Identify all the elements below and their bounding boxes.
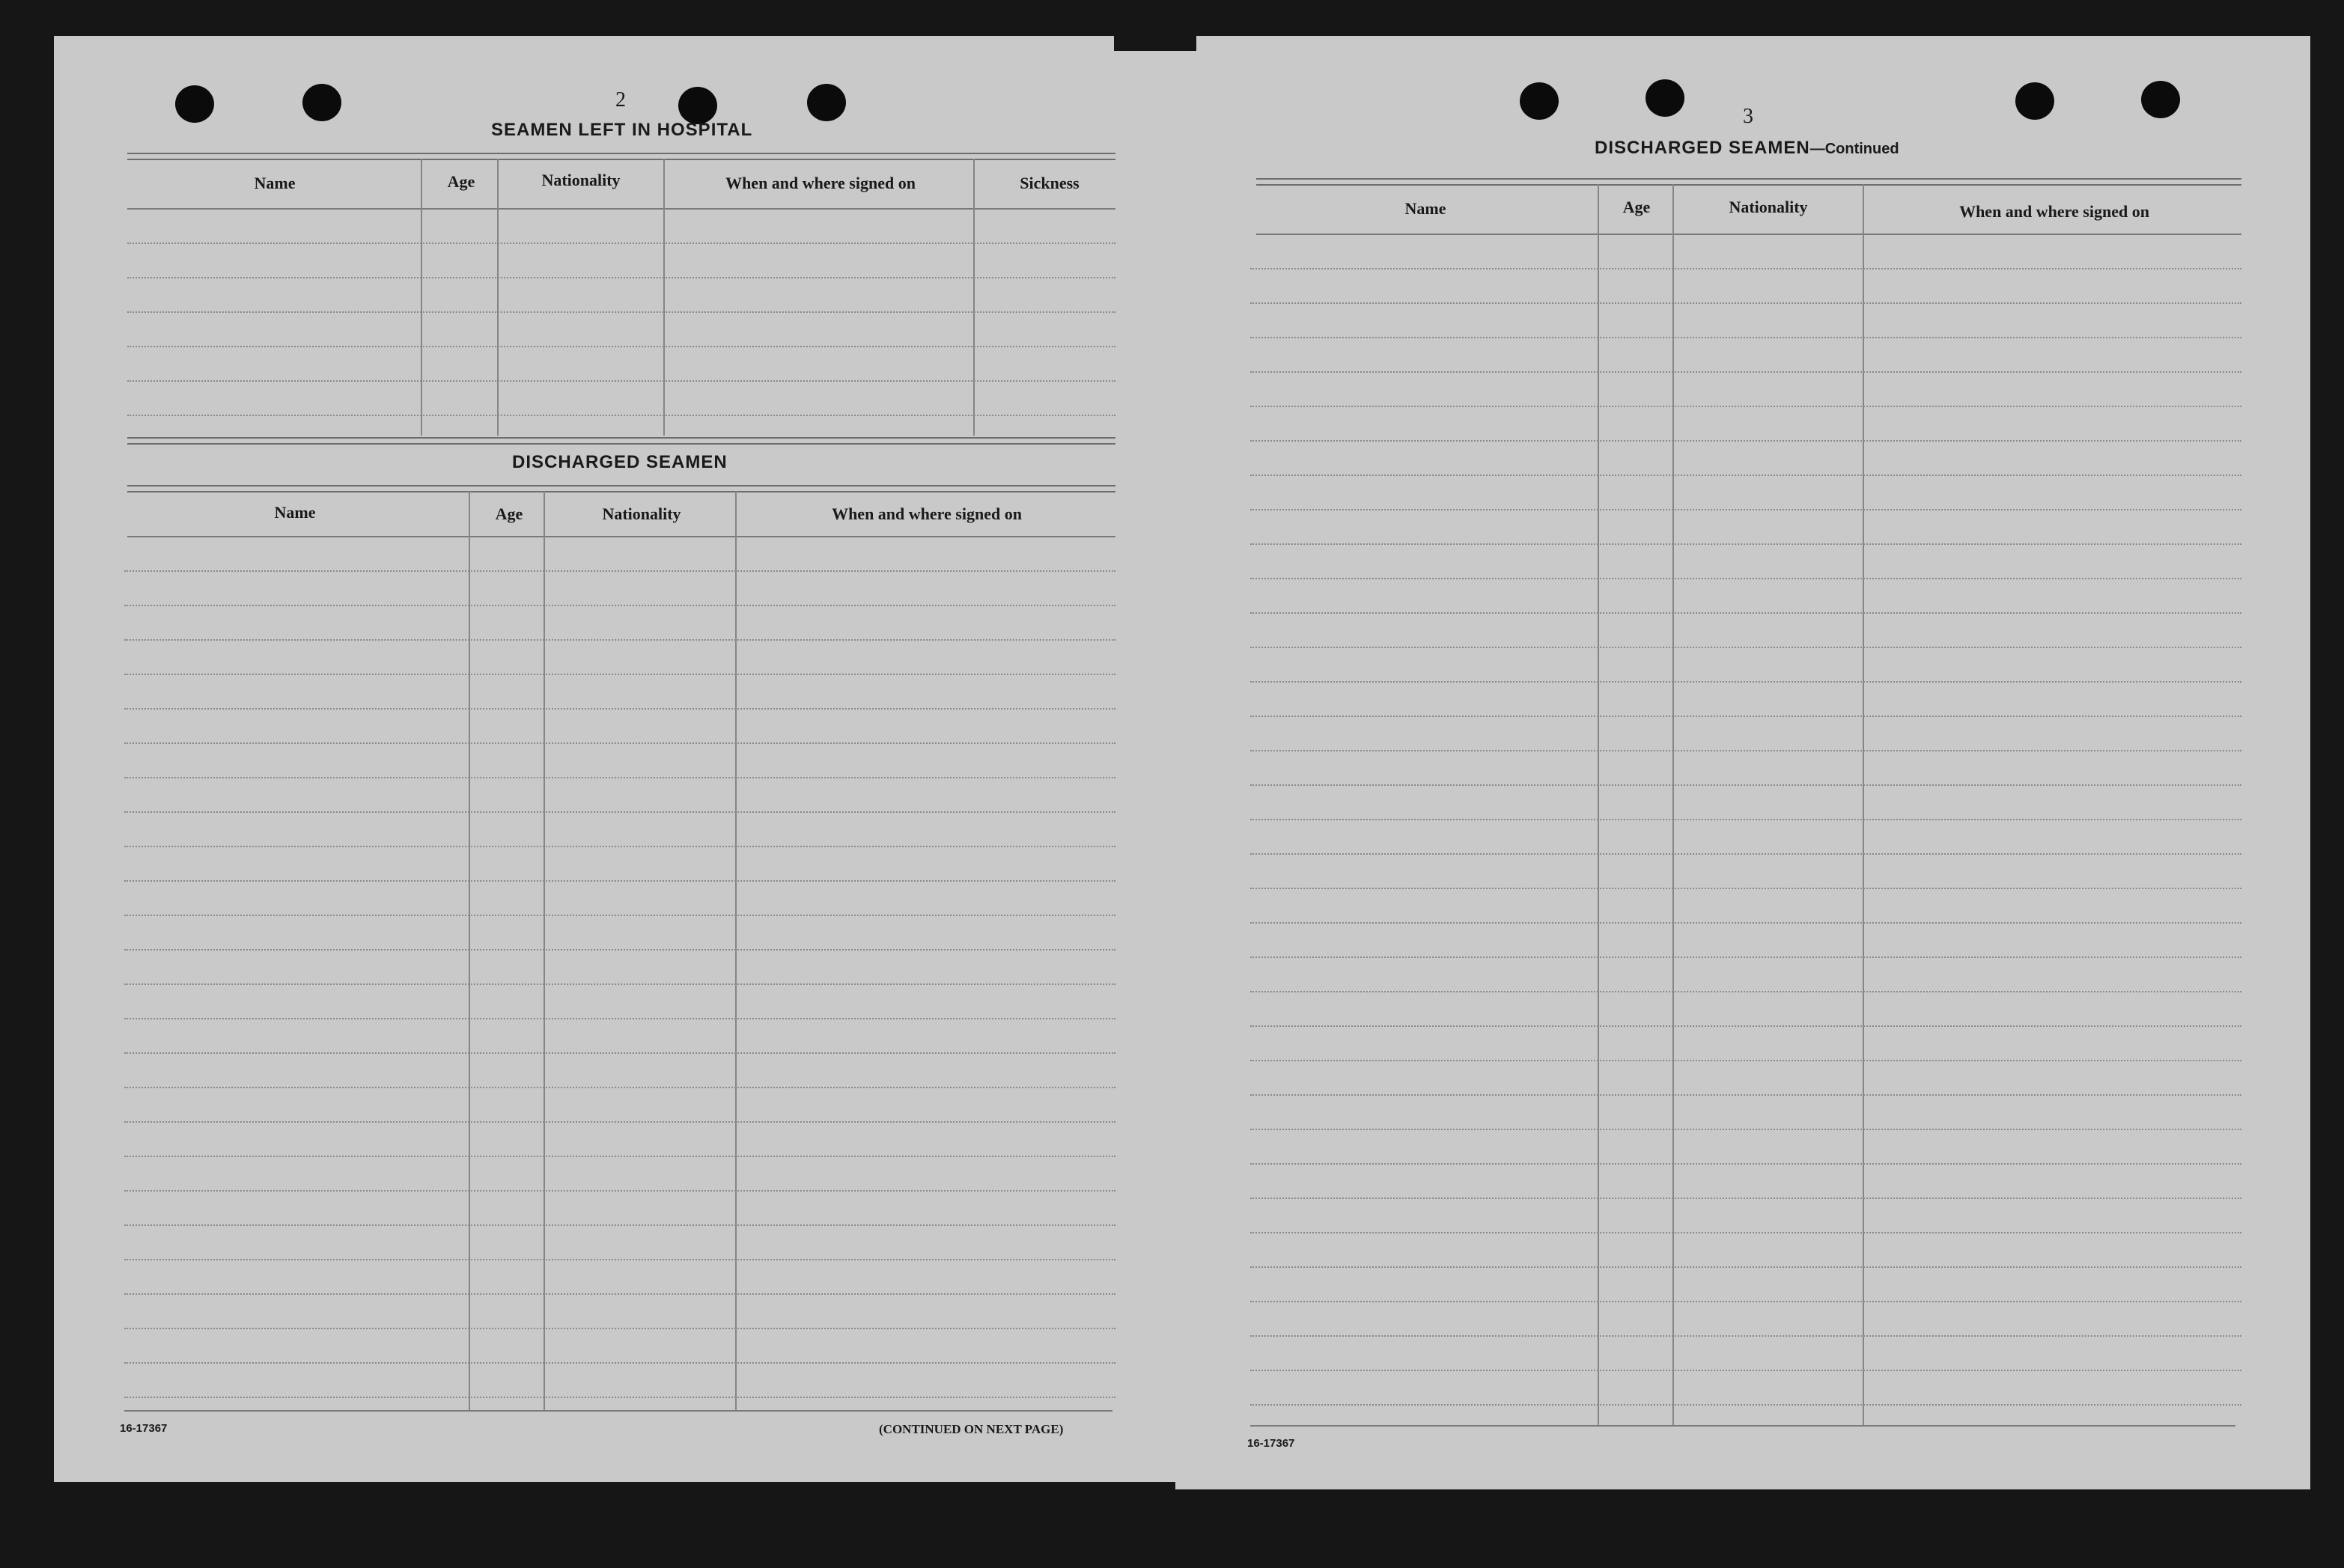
entry-line bbox=[124, 708, 1115, 710]
entry-line bbox=[124, 605, 1115, 606]
entry-line bbox=[1250, 750, 2241, 751]
entry-line bbox=[124, 1190, 1115, 1192]
entry-line bbox=[1250, 1094, 2241, 1096]
column-header-signed-on: When and where signed on bbox=[725, 174, 916, 192]
entry-line bbox=[1250, 991, 2241, 992]
column-header-nationality: Nationality bbox=[602, 504, 681, 523]
punch-hole bbox=[175, 85, 214, 123]
entry-line bbox=[1250, 1198, 2241, 1199]
entry-line bbox=[1250, 819, 2241, 820]
table-top-rule bbox=[1256, 178, 2241, 186]
entry-line bbox=[1250, 853, 2241, 855]
entry-line bbox=[124, 1362, 1115, 1364]
entry-line bbox=[1250, 440, 2241, 442]
entry-line bbox=[127, 277, 1115, 278]
entry-line bbox=[124, 1087, 1115, 1088]
entry-line bbox=[1250, 1025, 2241, 1027]
page-number: 3 bbox=[1743, 105, 1753, 128]
entry-line bbox=[1250, 1404, 2241, 1406]
table-bottom-rule bbox=[1250, 1425, 2235, 1427]
entry-line bbox=[124, 915, 1115, 916]
punch-hole bbox=[1646, 79, 1684, 117]
entry-line bbox=[124, 1259, 1115, 1260]
hospital-rows bbox=[127, 208, 1115, 440]
entry-line bbox=[124, 1224, 1115, 1226]
entry-line bbox=[1250, 406, 2241, 407]
entry-line bbox=[1250, 888, 2241, 889]
column-header-name: Name bbox=[254, 174, 296, 192]
column-header-nationality: Nationality bbox=[1729, 198, 1808, 216]
discharged-rows bbox=[124, 536, 1115, 1409]
entry-line bbox=[1250, 922, 2241, 924]
punch-hole bbox=[678, 87, 717, 124]
entry-line bbox=[1250, 957, 2241, 958]
punch-hole bbox=[302, 84, 341, 121]
entry-line bbox=[1250, 784, 2241, 786]
column-header-age: Age bbox=[495, 504, 523, 523]
entry-line bbox=[1250, 1232, 2241, 1233]
column-header-name: Name bbox=[274, 503, 316, 522]
section-title-discharged-continued bbox=[1595, 138, 1899, 159]
punch-hole bbox=[2015, 82, 2054, 120]
column-header-sickness: Sickness bbox=[1020, 174, 1080, 192]
section-title-discharged: DISCHARGED SEAMEN bbox=[512, 452, 728, 472]
entry-line bbox=[1250, 268, 2241, 269]
entry-line bbox=[124, 1156, 1115, 1157]
entry-line bbox=[124, 674, 1115, 675]
entry-line bbox=[1250, 1370, 2241, 1371]
entry-line bbox=[127, 311, 1115, 313]
entry-line bbox=[124, 1397, 1115, 1398]
entry-line bbox=[1250, 612, 2241, 614]
entry-line bbox=[124, 846, 1115, 847]
entry-line bbox=[127, 380, 1115, 382]
section-title: DISCHARGED SEAMEN bbox=[1595, 138, 1810, 158]
entry-line bbox=[124, 811, 1115, 813]
entry-line bbox=[1250, 337, 2241, 338]
entry-line bbox=[1250, 371, 2241, 373]
section-title-suffix: —Continued bbox=[1809, 141, 1899, 157]
column-header-name: Name bbox=[1404, 199, 1446, 218]
punch-hole bbox=[2141, 81, 2180, 118]
entry-line bbox=[1250, 1335, 2241, 1337]
entry-line bbox=[127, 415, 1115, 416]
continued-note: (CONTINUED ON NEXT PAGE) bbox=[879, 1422, 1064, 1436]
entry-line bbox=[124, 742, 1115, 744]
page-number: 2 bbox=[615, 88, 626, 112]
entry-line bbox=[1250, 716, 2241, 717]
punch-hole bbox=[1520, 82, 1559, 120]
entry-line bbox=[127, 242, 1115, 244]
entry-line bbox=[124, 983, 1115, 985]
column-header-signed-on: When and where signed on bbox=[832, 504, 1022, 523]
entry-line bbox=[124, 570, 1115, 572]
punch-hole bbox=[807, 84, 846, 121]
entry-line bbox=[1250, 475, 2241, 476]
table-bottom-rule bbox=[124, 1410, 1112, 1412]
column-header-age: Age bbox=[447, 172, 475, 191]
column-header-signed-on: When and where signed on bbox=[1959, 202, 2149, 221]
entry-line bbox=[1250, 647, 2241, 648]
entry-line bbox=[1250, 578, 2241, 579]
entry-line bbox=[124, 949, 1115, 951]
discharged-continued-rows bbox=[1250, 234, 2241, 1424]
form-number: 16-17367 bbox=[1247, 1437, 1295, 1450]
table-bottom-rule bbox=[127, 437, 1115, 445]
table-top-rule bbox=[127, 485, 1115, 492]
column-header-age: Age bbox=[1622, 198, 1651, 216]
form-number: 16-17367 bbox=[120, 1422, 168, 1435]
entry-line bbox=[1250, 1163, 2241, 1165]
column-header-nationality: Nationality bbox=[541, 171, 621, 189]
entry-line bbox=[124, 1018, 1115, 1019]
entry-line bbox=[1250, 302, 2241, 304]
entry-line bbox=[124, 1121, 1115, 1123]
entry-line bbox=[1250, 1129, 2241, 1130]
entry-line bbox=[1250, 1301, 2241, 1302]
entry-line bbox=[124, 880, 1115, 882]
entry-line bbox=[124, 639, 1115, 641]
entry-line bbox=[124, 1293, 1115, 1295]
entry-line bbox=[124, 777, 1115, 778]
entry-line bbox=[1250, 681, 2241, 683]
section-title-hospital: SEAMEN LEFT IN HOSPITAL bbox=[491, 120, 753, 140]
entry-line bbox=[1250, 1266, 2241, 1268]
entry-line bbox=[1250, 543, 2241, 545]
table-top-rule bbox=[127, 153, 1115, 160]
page-gap bbox=[1114, 30, 1196, 51]
entry-line bbox=[124, 1052, 1115, 1054]
entry-line bbox=[1250, 509, 2241, 510]
entry-line bbox=[124, 1328, 1115, 1329]
entry-line bbox=[127, 346, 1115, 347]
entry-line bbox=[1250, 1060, 2241, 1061]
